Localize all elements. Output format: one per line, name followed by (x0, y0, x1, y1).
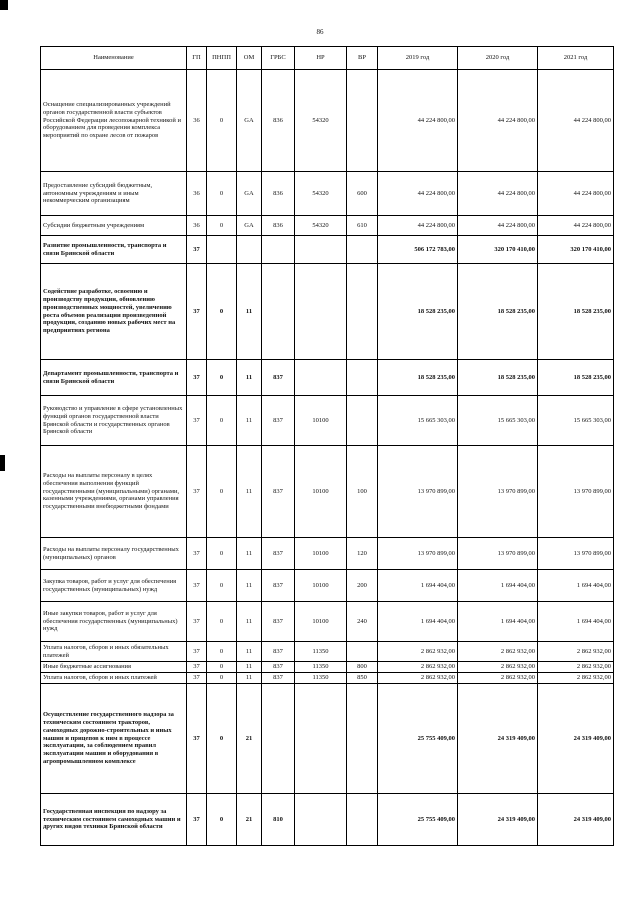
cell-amount-2021: 44 224 800,00 (538, 70, 614, 172)
cell-gp: 37 (187, 360, 207, 396)
cell-om: GA (237, 216, 262, 236)
cell-amount-2021: 1 694 404,00 (538, 570, 614, 602)
cell-om: 11 (237, 360, 262, 396)
cell-nr: 54320 (295, 70, 347, 172)
cell-om: 11 (237, 673, 262, 684)
cell-gp: 37 (187, 396, 207, 446)
table-row (41, 236, 614, 264)
cell-amount-2019: 2 862 932,00 (378, 642, 458, 662)
cell-gp: 36 (187, 172, 207, 216)
cell-grbs: 836 (262, 172, 295, 216)
cell-vr (347, 236, 378, 264)
cell-amount-2020: 320 170 410,00 (458, 236, 538, 264)
col-header-2019: 2019 год (378, 47, 458, 70)
cell-grbs: 837 (262, 570, 295, 602)
cell-amount-2021: 24 319 409,00 (538, 794, 614, 846)
cell-grbs: 837 (262, 538, 295, 570)
cell-amount-2021: 44 224 800,00 (538, 172, 614, 216)
cell-vr (347, 642, 378, 662)
cell-amount-2020: 24 319 409,00 (458, 684, 538, 794)
cell-grbs: 837 (262, 446, 295, 538)
cell-amount-2019: 506 172 783,00 (378, 236, 458, 264)
col-header-gp: ГП (187, 47, 207, 70)
cell-pnpp: 0 (207, 360, 237, 396)
cell-amount-2021: 1 694 404,00 (538, 602, 614, 642)
cell-amount-2019: 44 224 800,00 (378, 172, 458, 216)
cell-vr: 240 (347, 602, 378, 642)
cell-pnpp: 0 (207, 264, 237, 360)
cell-vr: 610 (347, 216, 378, 236)
cell-pnpp (207, 236, 237, 264)
cell-name: Департамент промышленности, транспорта и связи Брянской области (41, 360, 187, 396)
cell-name: Предоставление субсидий бюджетным, автономным учреждениям и иным некоммерческим организациям (41, 172, 187, 216)
cell-gp: 37 (187, 662, 207, 673)
cell-amount-2019: 15 665 303,00 (378, 396, 458, 446)
cell-amount-2019: 44 224 800,00 (378, 70, 458, 172)
cell-amount-2021: 18 528 235,00 (538, 264, 614, 360)
cell-name: Осуществление государственного надзора за техническим состоянием тракторов, самоходных дорожно-строительных и иных машин и прицепов к ним в процессе эксплуатации, за соблюдением правил эксплуатации машин и оборудования в агропромышленном комплексе (41, 684, 187, 794)
table-row (41, 264, 614, 360)
table-row (41, 794, 614, 846)
cell-amount-2020: 2 862 932,00 (458, 662, 538, 673)
cell-pnpp: 0 (207, 602, 237, 642)
cell-name: Иные закупки товаров, работ и услуг для обеспечения государственных (муниципальных) нужд (41, 602, 187, 642)
cell-om: 11 (237, 642, 262, 662)
cell-name: Расходы на выплаты персоналу в целях обеспечения выполнения функций государственными (муниципальными) органами, казенными учреждениями, органами управления государственными внебюджетными фондами (41, 446, 187, 538)
cell-amount-2019: 25 755 409,00 (378, 684, 458, 794)
header-row (41, 47, 614, 70)
table-row (41, 570, 614, 602)
cell-name: Иные бюджетные ассигнования (41, 662, 187, 673)
cell-gp: 36 (187, 216, 207, 236)
cell-amount-2020: 13 970 899,00 (458, 538, 538, 570)
cell-amount-2020: 24 319 409,00 (458, 794, 538, 846)
cell-grbs: 810 (262, 794, 295, 846)
cell-amount-2021: 13 970 899,00 (538, 446, 614, 538)
cell-nr (295, 794, 347, 846)
cell-amount-2020: 44 224 800,00 (458, 70, 538, 172)
cell-vr (347, 70, 378, 172)
cell-amount-2019: 1 694 404,00 (378, 602, 458, 642)
cell-grbs: 836 (262, 216, 295, 236)
cell-vr (347, 396, 378, 446)
cell-grbs: 837 (262, 673, 295, 684)
cell-gp: 37 (187, 446, 207, 538)
cell-gp: 36 (187, 70, 207, 172)
cell-name: Развитие промышленности, транспорта и связи Брянской области (41, 236, 187, 264)
cell-name: Содействие разработке, освоению и производству продукции, обновлению производственных мощностей, увеличению роста объемов реализации произведенной продукции, созданию новых рабочих мест на предприятиях региона (41, 264, 187, 360)
cell-amount-2021: 2 862 932,00 (538, 662, 614, 673)
cell-nr: 10100 (295, 602, 347, 642)
cell-grbs: 837 (262, 642, 295, 662)
cell-om: 11 (237, 538, 262, 570)
cell-gp: 37 (187, 602, 207, 642)
scan-corner-mark (0, 0, 8, 10)
cell-nr (295, 236, 347, 264)
cell-nr (295, 684, 347, 794)
cell-vr: 600 (347, 172, 378, 216)
cell-amount-2019: 18 528 235,00 (378, 264, 458, 360)
cell-grbs: 837 (262, 396, 295, 446)
col-header-2020: 2020 год (458, 47, 538, 70)
cell-om: 11 (237, 396, 262, 446)
cell-amount-2021: 2 862 932,00 (538, 642, 614, 662)
cell-amount-2021: 18 528 235,00 (538, 360, 614, 396)
cell-amount-2019: 2 862 932,00 (378, 673, 458, 684)
table-row (41, 602, 614, 642)
table-row (41, 684, 614, 794)
table-row (41, 662, 614, 673)
cell-grbs (262, 236, 295, 264)
cell-name: Уплата налогов, сборов и иных обязательных платежей (41, 642, 187, 662)
cell-nr: 10100 (295, 570, 347, 602)
table-row (41, 538, 614, 570)
cell-amount-2020: 1 694 404,00 (458, 570, 538, 602)
table-row (41, 642, 614, 662)
scan-edge-mark (0, 455, 5, 471)
cell-gp: 37 (187, 642, 207, 662)
table-row (41, 70, 614, 172)
table-row (41, 446, 614, 538)
table-row (41, 360, 614, 396)
cell-amount-2020: 13 970 899,00 (458, 446, 538, 538)
cell-amount-2021: 15 665 303,00 (538, 396, 614, 446)
cell-pnpp: 0 (207, 642, 237, 662)
cell-vr (347, 264, 378, 360)
cell-amount-2021: 44 224 800,00 (538, 216, 614, 236)
cell-amount-2020: 2 862 932,00 (458, 673, 538, 684)
cell-om (237, 236, 262, 264)
cell-grbs: 837 (262, 602, 295, 642)
cell-amount-2021: 24 319 409,00 (538, 684, 614, 794)
cell-vr: 850 (347, 673, 378, 684)
cell-vr: 800 (347, 662, 378, 673)
col-header-name: Наименование (41, 47, 187, 70)
cell-om: 11 (237, 662, 262, 673)
cell-amount-2020: 15 665 303,00 (458, 396, 538, 446)
cell-vr (347, 794, 378, 846)
cell-nr: 10100 (295, 446, 347, 538)
cell-nr: 54320 (295, 172, 347, 216)
cell-name: Руководство и управление в сфере установленных функций органов государственной власти Брянской области и государственных органов Брянской области (41, 396, 187, 446)
cell-om: 11 (237, 446, 262, 538)
cell-amount-2020: 44 224 800,00 (458, 172, 538, 216)
cell-gp: 37 (187, 264, 207, 360)
cell-nr: 11350 (295, 662, 347, 673)
cell-grbs (262, 684, 295, 794)
cell-amount-2019: 25 755 409,00 (378, 794, 458, 846)
cell-amount-2021: 13 970 899,00 (538, 538, 614, 570)
cell-amount-2020: 2 862 932,00 (458, 642, 538, 662)
cell-amount-2019: 44 224 800,00 (378, 216, 458, 236)
cell-grbs: 836 (262, 70, 295, 172)
cell-grbs: 837 (262, 662, 295, 673)
cell-pnpp: 0 (207, 446, 237, 538)
cell-pnpp: 0 (207, 172, 237, 216)
cell-gp: 37 (187, 794, 207, 846)
cell-pnpp: 0 (207, 673, 237, 684)
cell-pnpp: 0 (207, 216, 237, 236)
col-header-2021: 2021 год (538, 47, 614, 70)
cell-vr (347, 684, 378, 794)
table-row (41, 396, 614, 446)
cell-pnpp: 0 (207, 662, 237, 673)
cell-gp: 37 (187, 538, 207, 570)
table-row (41, 673, 614, 684)
cell-nr: 11350 (295, 673, 347, 684)
cell-om: 11 (237, 602, 262, 642)
cell-name: Уплата налогов, сборов и иных платежей (41, 673, 187, 684)
cell-name: Расходы на выплаты персоналу государственных (муниципальных) органов (41, 538, 187, 570)
cell-pnpp: 0 (207, 684, 237, 794)
page-number: 86 (316, 28, 324, 36)
cell-gp: 37 (187, 570, 207, 602)
cell-pnpp: 0 (207, 794, 237, 846)
cell-pnpp: 0 (207, 538, 237, 570)
cell-amount-2019: 2 862 932,00 (378, 662, 458, 673)
cell-vr: 100 (347, 446, 378, 538)
cell-nr: 54320 (295, 216, 347, 236)
table-row (41, 216, 614, 236)
cell-gp: 37 (187, 236, 207, 264)
cell-pnpp: 0 (207, 70, 237, 172)
cell-amount-2020: 44 224 800,00 (458, 216, 538, 236)
cell-pnpp: 0 (207, 396, 237, 446)
cell-om: 11 (237, 570, 262, 602)
cell-grbs (262, 264, 295, 360)
table-row (41, 172, 614, 216)
cell-name: Закупка товаров, работ и услуг для обеспечения государственных (муниципальных) нужд (41, 570, 187, 602)
col-header-om: ОМ (237, 47, 262, 70)
cell-nr: 10100 (295, 538, 347, 570)
cell-om: GA (237, 172, 262, 216)
cell-amount-2019: 1 694 404,00 (378, 570, 458, 602)
col-header-pnpp: ПНПП (207, 47, 237, 70)
cell-gp: 37 (187, 673, 207, 684)
cell-amount-2020: 18 528 235,00 (458, 264, 538, 360)
col-header-vr: ВР (347, 47, 378, 70)
cell-amount-2021: 2 862 932,00 (538, 673, 614, 684)
cell-amount-2020: 1 694 404,00 (458, 602, 538, 642)
cell-name: Субсидии бюджетным учреждениям (41, 216, 187, 236)
cell-nr (295, 360, 347, 396)
cell-om: 11 (237, 264, 262, 360)
cell-gp: 37 (187, 684, 207, 794)
cell-grbs: 837 (262, 360, 295, 396)
cell-amount-2020: 18 528 235,00 (458, 360, 538, 396)
cell-om: 21 (237, 684, 262, 794)
col-header-nr: НР (295, 47, 347, 70)
cell-nr (295, 264, 347, 360)
cell-om: GA (237, 70, 262, 172)
cell-amount-2019: 18 528 235,00 (378, 360, 458, 396)
cell-om: 21 (237, 794, 262, 846)
budget-table (40, 46, 614, 846)
cell-name: Оснащение специализированных учреждений органов государственной власти субъектов Российской Федерации лесопожарной техникой и оборудованием для проведения комплекса мероприятий по охране лесов от пожаров (41, 70, 187, 172)
cell-nr: 10100 (295, 396, 347, 446)
col-header-grbs: ГРБС (262, 47, 295, 70)
cell-vr: 120 (347, 538, 378, 570)
cell-amount-2019: 13 970 899,00 (378, 538, 458, 570)
cell-vr (347, 360, 378, 396)
cell-amount-2019: 13 970 899,00 (378, 446, 458, 538)
cell-vr: 200 (347, 570, 378, 602)
cell-name: Государственная инспекция по надзору за техническим состоянием самоходных машин и других видов техники Брянской области (41, 794, 187, 846)
cell-amount-2021: 320 170 410,00 (538, 236, 614, 264)
cell-nr: 11350 (295, 642, 347, 662)
cell-pnpp: 0 (207, 570, 237, 602)
